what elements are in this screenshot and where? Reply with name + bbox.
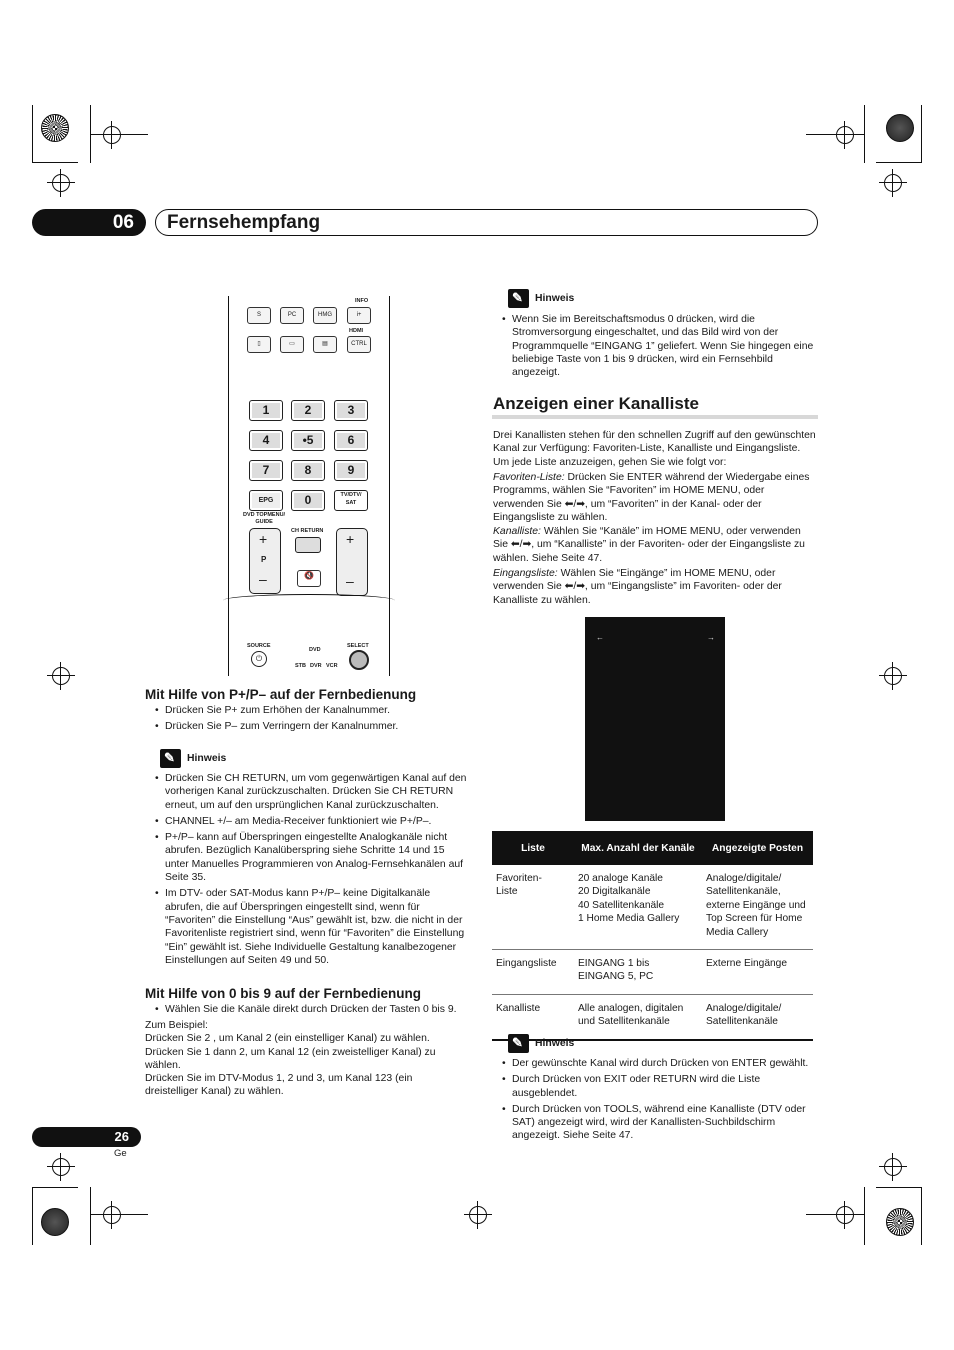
title-underline: [492, 415, 818, 419]
key-1: 1: [249, 400, 283, 421]
program-rocker: [249, 528, 281, 594]
key-7: 7: [249, 460, 283, 481]
table-cell: EINGANG 1 bis EINGANG 5, PC: [574, 950, 702, 995]
table-cell: Analoge/digitale/ Satellitenkanäle: [702, 994, 813, 1039]
tv-dtv-sat-button: TV/DTV/ SAT: [334, 490, 368, 511]
hinweis-label: Hinweis: [187, 753, 227, 764]
pip-button: ▭: [280, 336, 304, 353]
dvd-label: DVD: [309, 647, 321, 653]
key-0: 0: [291, 490, 325, 511]
section-title: Anzeigen einer Kanalliste: [493, 394, 699, 413]
crop-mark: [921, 1187, 922, 1245]
registration-mark: [884, 174, 902, 192]
epg-button: EPG: [249, 490, 283, 511]
table-cell: Analoge/digitale/ Satellitenkanäle, externe Eingänge und Top Screen für Home Media Callery: [702, 865, 813, 950]
table-cell: Alle analogen, digitalen und Satellitenkanäle: [574, 994, 702, 1039]
eingangsliste-text: Wählen Sie “Eingänge” im HOME MENU, oder verwenden Sie ⬅/➡, um “Eingangsliste” im Favoriten- oder der Kanalliste zu wählen.: [493, 568, 782, 606]
chapter-title: Fernsehempfang: [167, 212, 321, 233]
example-line: Drücken Sie 2 , um Kanal 2 (ein einstelliger Kanal) zu wählen.: [145, 1033, 430, 1045]
mute-icon: 🔇: [297, 570, 321, 587]
registration-mark: [469, 1206, 487, 1224]
hinweis-heading: [160, 749, 226, 768]
crop-mark: [864, 105, 865, 163]
section1-title: Mit Hilfe von P+/P– auf der Fernbedienung: [145, 687, 417, 702]
favoriten-term: Favoriten-Liste:: [493, 472, 565, 483]
table-header: Angezeigte Posten: [702, 831, 813, 865]
section1-bullets: [155, 704, 470, 737]
source-label: SOURCE: [247, 643, 271, 649]
kanalliste-term: Kanalliste:: [493, 526, 541, 537]
section1-bullet: • Drücken Sie P– zum Verringern der Kanalnummer.: [155, 720, 470, 733]
hinweis-bullet: • Wenn Sie im Bereitschaftsmodus 0 drücken, wird die Stromversorgung eingeschaltet, und das Bild wird von der Programmquelle “EINGANG 1” geliefert. Wenn Sie hingegen eine beliebige Taste von 1 bis 9 drücken, wird ein Fernsehbild angezeigt.: [502, 313, 816, 379]
key-4: 4: [249, 430, 283, 451]
table-cell: Externe Eingänge: [702, 950, 813, 995]
note-pencil-icon: [160, 749, 181, 768]
volume-minus-icon: –: [346, 573, 354, 589]
info-button: i+: [347, 307, 371, 324]
eingangsliste-term: Eingangsliste:: [493, 568, 558, 579]
registration-mark: [103, 126, 121, 144]
registration-mark: [836, 1206, 854, 1224]
section2-bullet: • Wählen Sie die Kanäle direkt durch Drücken der Tasten 0 bis 9.: [155, 1003, 470, 1016]
favoriten-text: Drücken Sie ENTER während der Wiedergabe eines Programms, wählen Sie “Favoriten” im HOME MENU, oder verwenden Sie ⬅/➡, um “Favoriten” in der Kanal- oder der Eingangsliste zu wählen.: [493, 472, 810, 523]
table-header: Liste: [492, 831, 574, 865]
kanalliste-text: Wählen Sie “Kanäle” im HOME MENU, oder verwenden Sie ⬅/➡, um “Kanalliste” in der Favoriten- oder der Eingangsliste zu wählen. Siehe Seite 47.: [493, 526, 805, 564]
right-hinweis2-heading: [508, 1034, 574, 1053]
ch-return-label: CH RETURN: [291, 528, 324, 534]
example-line: Drücken Sie im DTV-Modus 1, 2 und 3, um Kanal 123 (ein dreistelliger Kanal) zu wählen.: [145, 1073, 413, 1098]
kanalliste-paragraph: [493, 525, 818, 565]
hinweis-bullet: • Im DTV- oder SAT-Modus kann P+/P– keine Digitalkanäle abrufen, die auf Überspringen eingestellt sind, wenn für “Favoriten” die Einstellung “Aus” gewählt ist, bzw. die nicht in der Favoritenliste registriert sind, wenn für “Favoriten” die Einstellung “Ein” gewählt ist. Siehe Individuelle Gestaltung kanalbezogener Einstellungen auf Seiten 49 und 50.: [155, 887, 470, 967]
ch-return-button: [295, 537, 321, 553]
hinweis-bullet: • Durch Drücken von TOOLS, während eine Kanalliste (DTV oder SAT) angezeigt wird, wird der Kanallisten-Suchbildschirm angezeigt. Siehe Seite 47.: [502, 1103, 818, 1143]
registration-mark: [884, 1158, 902, 1176]
vcr-label: VCR: [326, 663, 338, 669]
volume-plus-icon: +: [346, 531, 355, 547]
table-header: Max. Anzahl der Kanäle: [574, 831, 702, 865]
registration-mark: [884, 667, 902, 685]
hmg-button: HMG: [313, 307, 337, 324]
dvd-topmenu-label: DVD TOPMENU/ GUIDE: [243, 512, 286, 525]
hinweis-label: Hinweis: [535, 1038, 575, 1049]
hinweis-bullet: • Drücken Sie CH RETURN, um vom gegenwärtigen Kanal auf den vorherigen Kanal zurückzuschalten. Drücken Sie CH RETURN erneut, um auf den ursprünglichen Kanal zurückzuschalten.: [155, 772, 470, 812]
crop-mark: [921, 105, 922, 163]
hinweis-bullets: [155, 772, 470, 970]
registration-mark: [52, 174, 70, 192]
registration-star: [886, 114, 914, 142]
key-5: •5: [291, 430, 325, 451]
remote-divider: [223, 594, 395, 607]
crop-mark: [32, 162, 78, 163]
select-button: [349, 650, 369, 670]
section2-bullets: [155, 1003, 470, 1019]
hinweis-bullet: • CHANNEL +/– am Media-Receiver funktioniert wie P+/P–.: [155, 815, 470, 828]
table-row: [492, 950, 813, 995]
info-label: INFO: [355, 298, 369, 304]
select-label: SELECT: [347, 643, 369, 649]
source-power-icon: ⏻: [251, 651, 267, 667]
registration-mark: [103, 1206, 121, 1224]
table-row: [492, 865, 813, 950]
pc-button: PC: [280, 307, 304, 324]
example-line: Drücken Sie 1 dann 2, um Kanal 12 (ein zweistelliger Kanal) zu wählen.: [145, 1046, 436, 1071]
channel-list-table: [492, 831, 813, 1041]
note-pencil-icon: [508, 1034, 529, 1053]
key-2: 2: [291, 400, 325, 421]
right-arrow-icon: →: [707, 633, 715, 642]
channel-list-screen: [585, 617, 725, 821]
remote-control-illustration: [228, 296, 390, 676]
left-arrow-icon: ←: [596, 633, 604, 642]
hinweis-label: Hinweis: [535, 293, 575, 304]
hdmi-ctrl-button: CTRL: [347, 336, 371, 353]
chapter-number: 06: [32, 209, 146, 236]
table-cell: Eingangsliste: [492, 950, 574, 995]
key-8: 8: [291, 460, 325, 481]
right-hinweis-heading: [508, 289, 574, 308]
dvr-label: DVR: [310, 663, 322, 669]
crop-mark: [864, 1187, 865, 1245]
volume-rocker: [336, 528, 368, 596]
plus-icon: +: [259, 531, 268, 547]
key-6: 6: [334, 430, 368, 451]
right-hinweis2-bullets: [502, 1057, 818, 1146]
crop-mark: [32, 105, 33, 163]
crop-mark: [32, 1187, 78, 1188]
crop-mark: [876, 162, 922, 163]
s-button: S: [247, 307, 271, 324]
favoriten-paragraph: [493, 471, 818, 524]
table-cell: 20 analoge Kanäle 20 Digitalkanäle 40 Satellitenkanäle 1 Home Media Gallery: [574, 865, 702, 950]
registration-star: [41, 1208, 69, 1236]
right-hinweis-bullets: [502, 313, 816, 382]
language-code: Ge: [114, 1148, 127, 1159]
minus-icon: –: [259, 571, 267, 587]
eingangsliste-paragraph: [493, 567, 818, 607]
p-label: P: [261, 555, 267, 564]
crop-mark: [32, 1187, 33, 1245]
screen-button: ▤: [313, 336, 337, 353]
hinweis-bullet: • Der gewünschte Kanal wird durch Drücken von ENTER gewählt.: [502, 1057, 818, 1070]
example-block: [145, 1019, 463, 1099]
intro-text: Drei Kanallisten stehen für den schnellen Zugriff auf den gewünschten Kanal zur Verfügung: Favoriten-Liste, Kanalliste und Eingangsliste. Um jede Liste anzuzeigen, gehen Sie wie folgt vor:: [493, 430, 816, 468]
crop-mark: [876, 1187, 922, 1188]
note-pencil-icon: [508, 289, 529, 308]
registration-star: [886, 1208, 914, 1236]
table-row: [492, 994, 813, 1039]
section1-bullet: • Drücken Sie P+ zum Erhöhen der Kanalnummer.: [155, 704, 470, 717]
stb-label: STB: [295, 663, 306, 669]
registration-mark: [52, 1158, 70, 1176]
registration-mark: [52, 667, 70, 685]
registration-mark: [836, 126, 854, 144]
registration-star: [41, 114, 69, 142]
hinweis-bullet: • P+/P– kann auf Überspringen eingestellte Analogkanäle nicht abrufen. Bezüglich Kanalüberspring siehe Schritte 14 und 15 unter Manuelles Programmieren von Analog-Fernsehkanälen auf Seite 35.: [155, 831, 470, 884]
section2-title: Mit Hilfe von 0 bis 9 auf der Fernbedienung: [145, 986, 422, 1001]
hinweis-bullet: • Durch Drücken von EXIT oder RETURN wird die Liste ausgeblendet.: [502, 1073, 818, 1100]
table-cell: Favoriten- Liste: [492, 865, 574, 950]
example-line: Zum Beispiel:: [145, 1020, 208, 1031]
hdmi-label: HDMI: [349, 328, 364, 334]
table-cell: Kanalliste: [492, 994, 574, 1039]
key-3: 3: [334, 400, 368, 421]
freeze-button: ▯: [247, 336, 271, 353]
page-number: 26: [32, 1127, 141, 1147]
key-9: 9: [334, 460, 368, 481]
crop-mark: [90, 1187, 91, 1245]
